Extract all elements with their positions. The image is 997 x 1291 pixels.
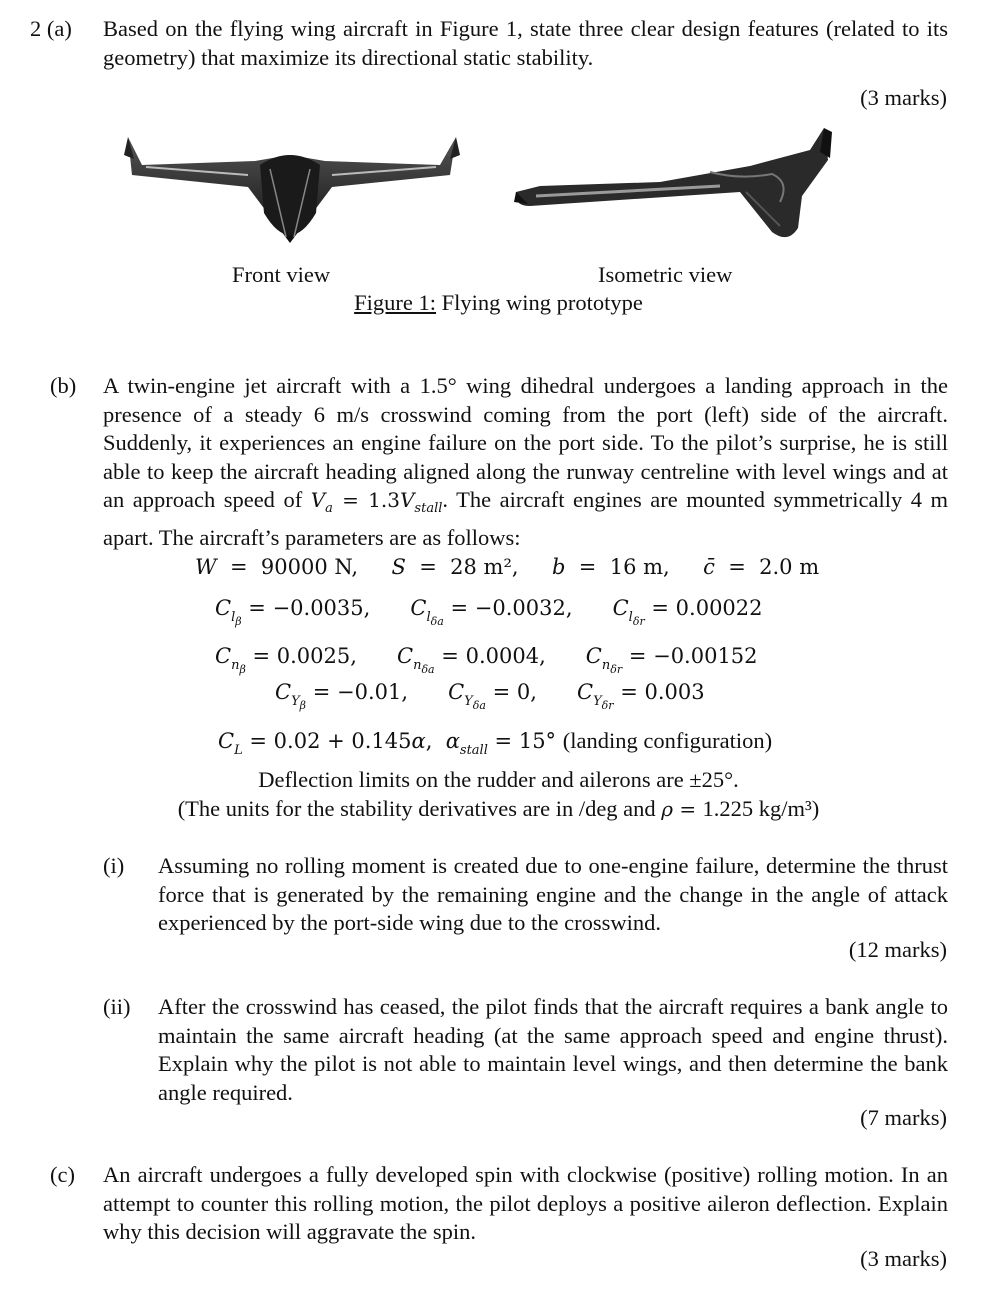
flying-wing-isometric-view-image xyxy=(510,122,845,252)
param-cy-beta: −0.01 xyxy=(336,680,402,704)
param-row-1: W = 90000 N, S = 28 m², b = 16 m, c̄ = 2.0 m xyxy=(195,555,820,579)
param-b: 16 m xyxy=(609,555,664,579)
question-2bii-text: After the crosswind has ceased, the pilot finds that the aircraft requires a bank angle to maintain the same aircraft heading (at the same approach speed and engine thrust). Explain why the pilot is not able to maintain level wings, and then determine the bank angle required. xyxy=(158,994,948,1105)
question-2bii-number: (ii) xyxy=(103,994,131,1019)
param-row-4: $C_{Y_\beta} = -0.01$, $C_{Y_{\delta a}} = 0$, $C_{Y_{\delta r}} = 0.003$ xyxy=(275,680,705,712)
param-s: 28 m² xyxy=(450,555,512,579)
param-row-3: $C_{n_\beta} = 0.0025$, $C_{n_{\delta a}} = 0.0004$, $C_{n_{\delta r}} = -0.00152$ xyxy=(215,644,758,676)
question-2bi-text: Assuming no rolling moment is created due to one-engine failure, determine the thrust force that is generated by the remaining engine and the change in the angle of attack experienced by the port-side wing due to the crosswind. xyxy=(158,853,948,935)
question-2bi-marks: (12 marks) xyxy=(848,937,947,962)
param-cl-dr: 0.00022 xyxy=(675,596,763,620)
param-cn-dr: −0.00152 xyxy=(653,644,758,668)
isometric-view-label: Isometric view xyxy=(598,262,733,287)
question-2a-number: 2 (a) xyxy=(30,16,72,41)
question-2c-marks: (3 marks) xyxy=(860,1246,947,1271)
param-cl-da: −0.0032 xyxy=(474,596,566,620)
question-2b-body: A twin-engine jet aircraft with a 1.5° wing dihedral undergoes a landing approach in the presence of a steady 6 m/s crosswind coming from the port (left) side of the aircraft. Suddenly, it experiences an engine failure on the port side. To the pilot’s surprise, he is still able to keep the aircraft heading aligned along the runway centreline with level wings and at an approach speed of xyxy=(103,373,948,512)
landing-configuration-note: (landing configuration) xyxy=(562,728,773,753)
param-w: 90000 N xyxy=(260,555,352,579)
front-view-label: Front view xyxy=(232,262,331,287)
approach-speed-formula: $V_a = 1.3V_{stall}$ xyxy=(310,488,443,516)
question-2b-number: (b) xyxy=(50,373,77,398)
question-2a-marks: (3 marks) xyxy=(860,85,947,110)
param-cy-da: 0 xyxy=(516,680,531,704)
deflection-limits-note: Deflection limits on the rudder and ailerons are ±25°. xyxy=(258,767,739,792)
param-cl-expr: 0.02 + 0.145 xyxy=(273,729,412,753)
param-row-5: $C_L = 0.02 + 0.145\alpha$, $\alpha_{stall} = 15^\circ$ (landing configuration) xyxy=(218,728,773,758)
param-cbar: 2.0 m xyxy=(759,555,820,579)
figure-caption-text: Flying wing prototype xyxy=(436,290,643,315)
param-alpha-stall: 15° xyxy=(518,729,557,753)
figure-caption-ref: Figure 1: xyxy=(354,290,436,315)
question-2c-text: An aircraft undergoes a fully developed spin with clockwise (positive) rolling motion. In an attempt to counter this rolling motion, the pilot deploys a positive aileron deflection. Explain why this decision will aggravate the spin. xyxy=(103,1162,948,1244)
question-2bi-number: (i) xyxy=(103,853,125,878)
flying-wing-front-view-image xyxy=(120,125,465,260)
units-note-close: ) xyxy=(811,796,820,821)
param-cy-dr: 0.003 xyxy=(644,680,705,704)
units-note: (The units for the stability derivatives are in /deg and ρ = 1.225 kg/m³) xyxy=(177,796,820,821)
question-2a-text: Based on the flying wing aircraft in Figure 1, state three clear design features (related to its geometry) that maximize its directional static stability. xyxy=(103,16,948,70)
question-2bii-marks: (7 marks) xyxy=(860,1105,947,1130)
air-density-value: 1.225 kg/m³ xyxy=(702,796,812,821)
figure-caption xyxy=(0,290,997,316)
question-2b-text xyxy=(103,372,948,552)
question-2b-body-tail: . The aircraft engines are mounted symmetrically 4 m apart. The aircraft’s parameters are as follows: xyxy=(103,487,948,550)
param-cn-da: 0.0004 xyxy=(465,644,540,668)
param-cl-beta: −0.0035 xyxy=(272,596,364,620)
param-cn-beta: 0.0025 xyxy=(276,644,351,668)
question-2c-number: (c) xyxy=(50,1162,75,1187)
units-note-text: (The units for the stability derivatives are in /deg and xyxy=(177,796,662,821)
param-row-2: $C_{l_\beta} = -0.0035$, $C_{l_{\delta a}} = -0.0032$, $C_{l_{\delta r}} = 0.00022$ xyxy=(215,596,763,628)
